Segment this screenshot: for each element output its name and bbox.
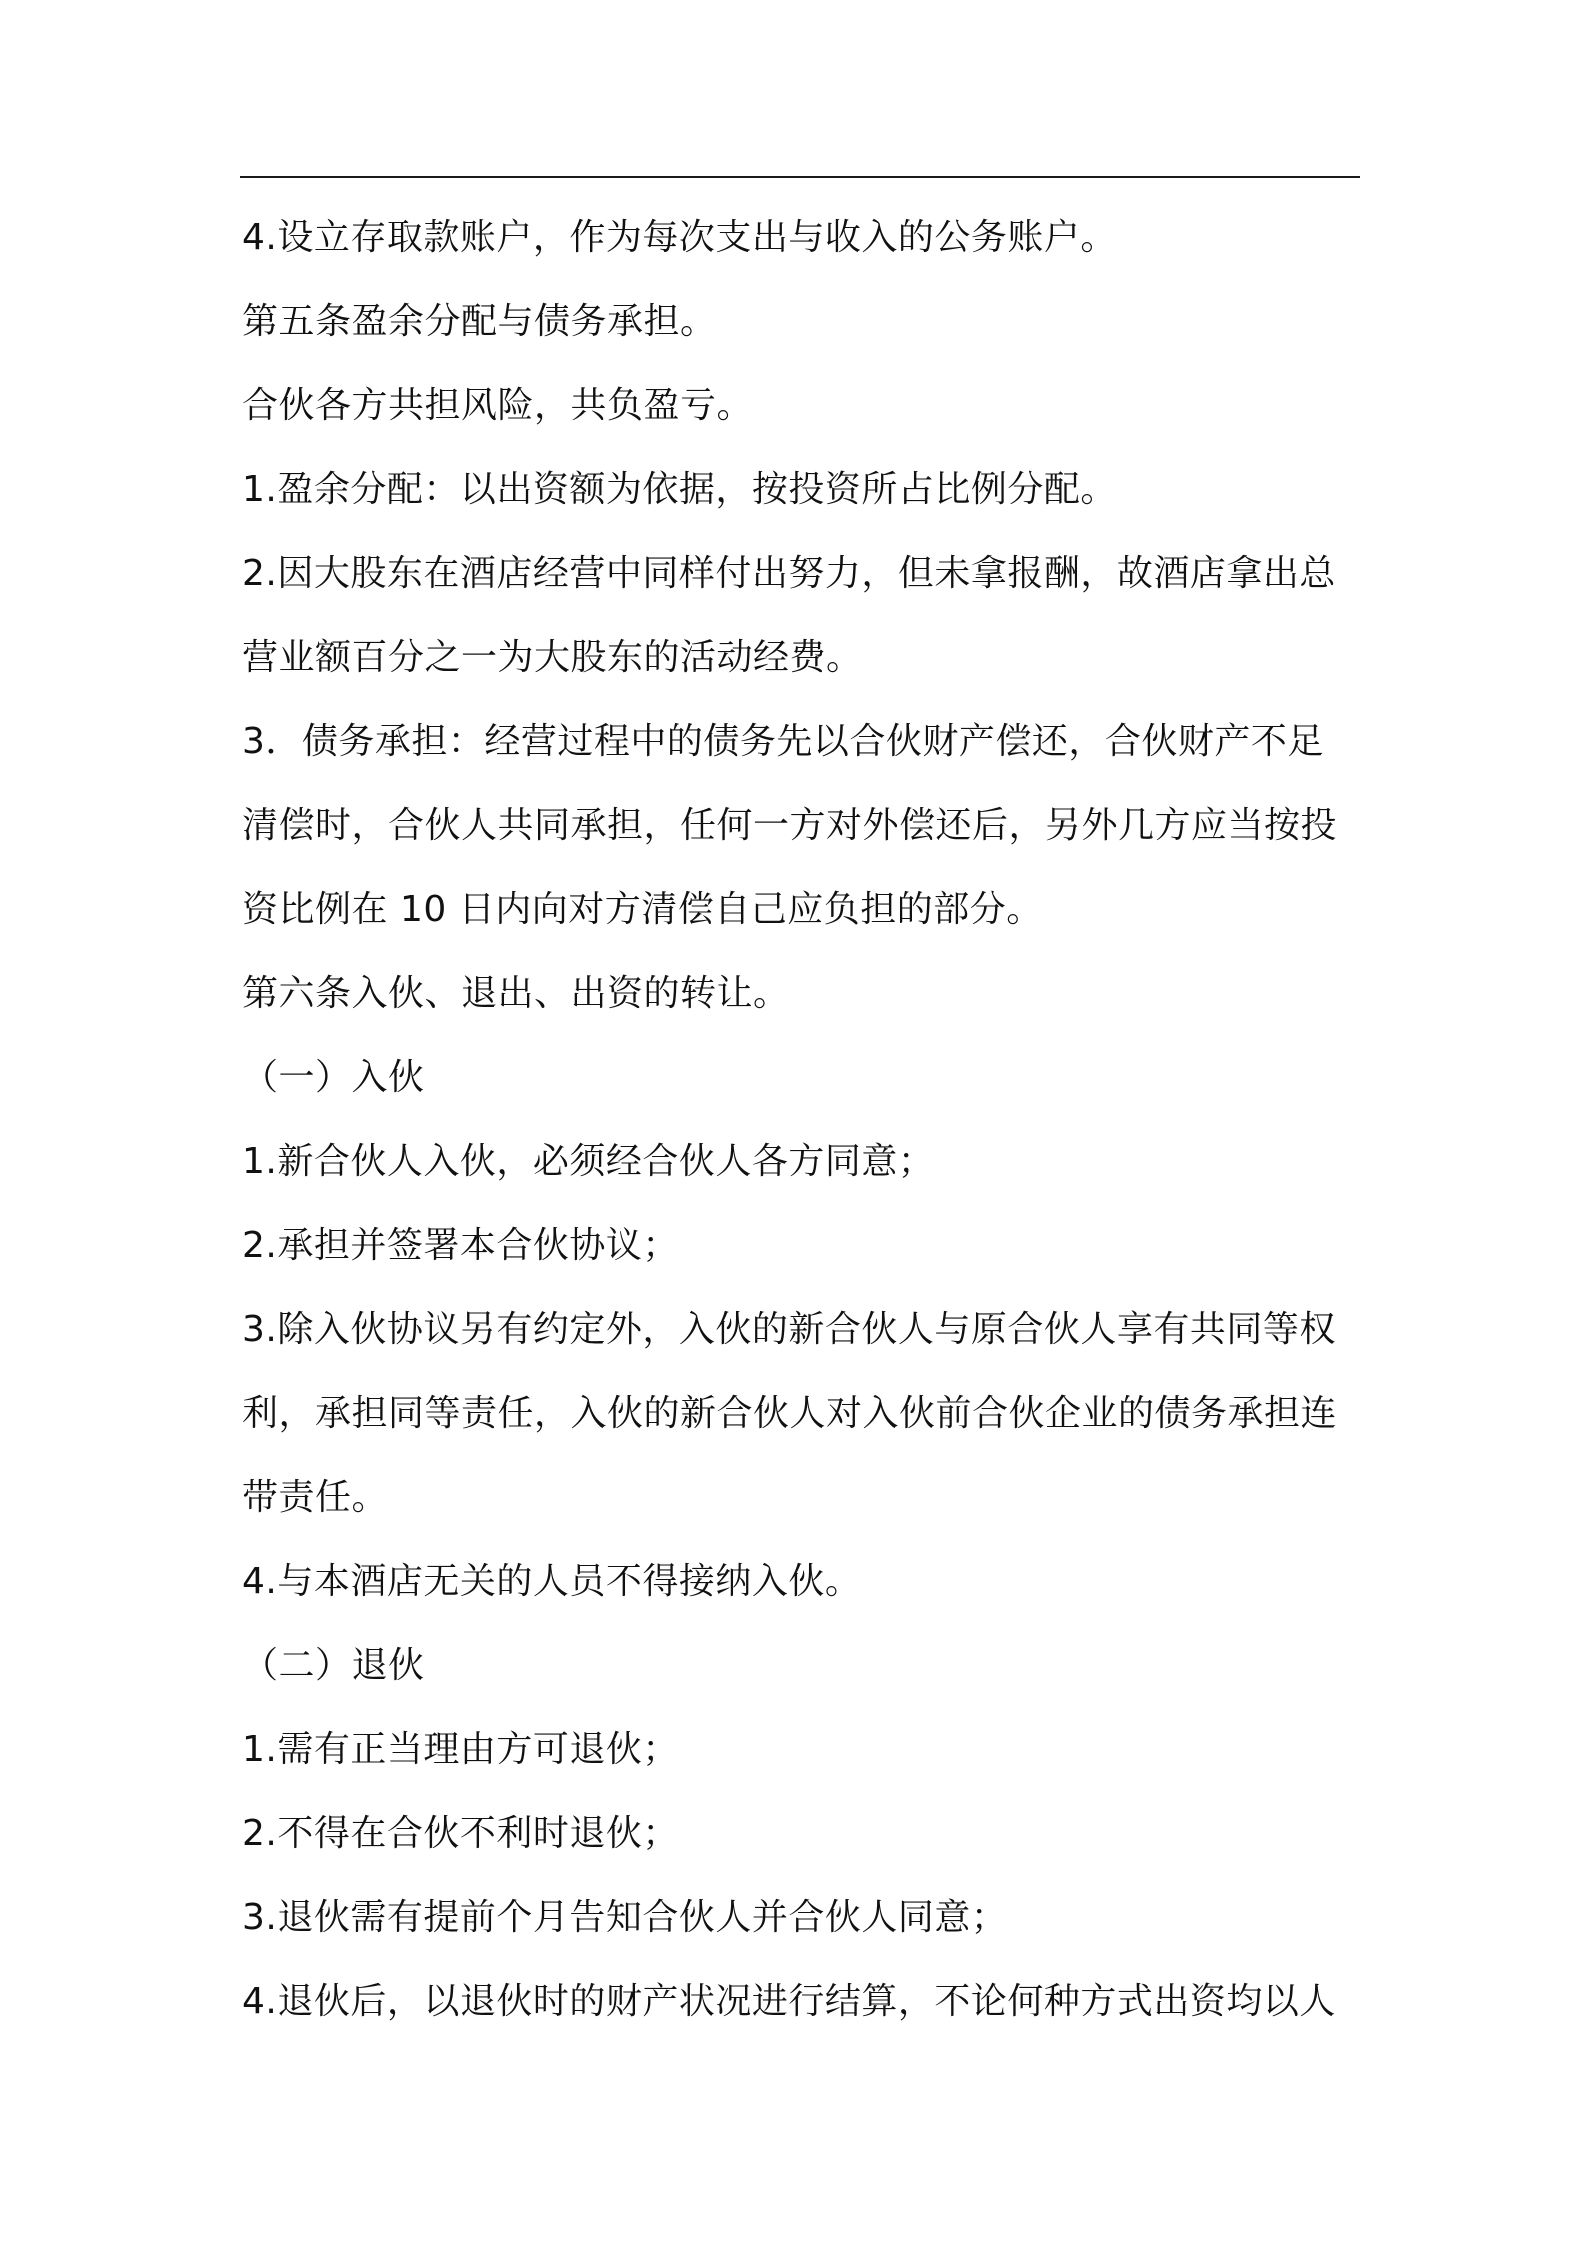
text-line: 4.设立存取款账户，作为每次支出与收入的公务账户。 xyxy=(242,217,1117,258)
text-line: 合伙各方共担风险，共负盈亏。 xyxy=(242,385,754,426)
text-line: 第五条盈余分配与债务承担。 xyxy=(242,301,717,342)
text-line: 4.与本酒店无关的人员不得接纳入伙。 xyxy=(242,1561,862,1602)
text-line: 3.退伙需有提前个月告知合伙人并合伙人同意； xyxy=(242,1897,1008,1938)
header-divider xyxy=(240,176,1360,178)
text-line: 3.除入伙协议另有约定外，入伙的新合伙人与原合伙人享有共同等权 xyxy=(242,1309,1336,1350)
text-line: （二）退伙 xyxy=(242,1645,425,1686)
text-line: 第六条入伙、退出、出资的转让。 xyxy=(242,973,790,1014)
text-line: 3．债务承担：经营过程中的债务先以合伙财产偿还，合伙财产不足 xyxy=(242,721,1324,762)
text-line: 带责任。 xyxy=(242,1477,389,1518)
text-line: 4.退伙后，以退伙时的财产状况进行结算，不论何种方式出资均以人 xyxy=(242,1981,1336,2022)
text-line: 利，承担同等责任，入伙的新合伙人对入伙前合伙企业的债务承担连 xyxy=(242,1393,1338,1434)
text-line: 1.盈余分配：以出资额为依据，按投资所占比例分配。 xyxy=(242,469,1117,510)
text-line: 2.不得在合伙不利时退伙； xyxy=(242,1813,679,1854)
text-line: 清偿时，合伙人共同承担，任何一方对外偿还后，另外几方应当按投 xyxy=(242,805,1338,846)
text-line: 1.新合伙人入伙，必须经合伙人各方同意； xyxy=(242,1141,935,1182)
text-line: 资比例在 10 日内向对方清偿自己应负担的部分。 xyxy=(242,889,1043,930)
document-body xyxy=(242,196,1362,2044)
text-line: （一）入伙 xyxy=(242,1057,425,1098)
text-line: 2.因大股东在酒店经营中同样付出努力，但未拿报酬，故酒店拿出总 xyxy=(242,553,1336,594)
text-line: 2.承担并签署本合伙协议； xyxy=(242,1225,679,1266)
text-line: 1.需有正当理由方可退伙； xyxy=(242,1729,679,1770)
text-line: 营业额百分之一为大股东的活动经费。 xyxy=(242,637,863,678)
